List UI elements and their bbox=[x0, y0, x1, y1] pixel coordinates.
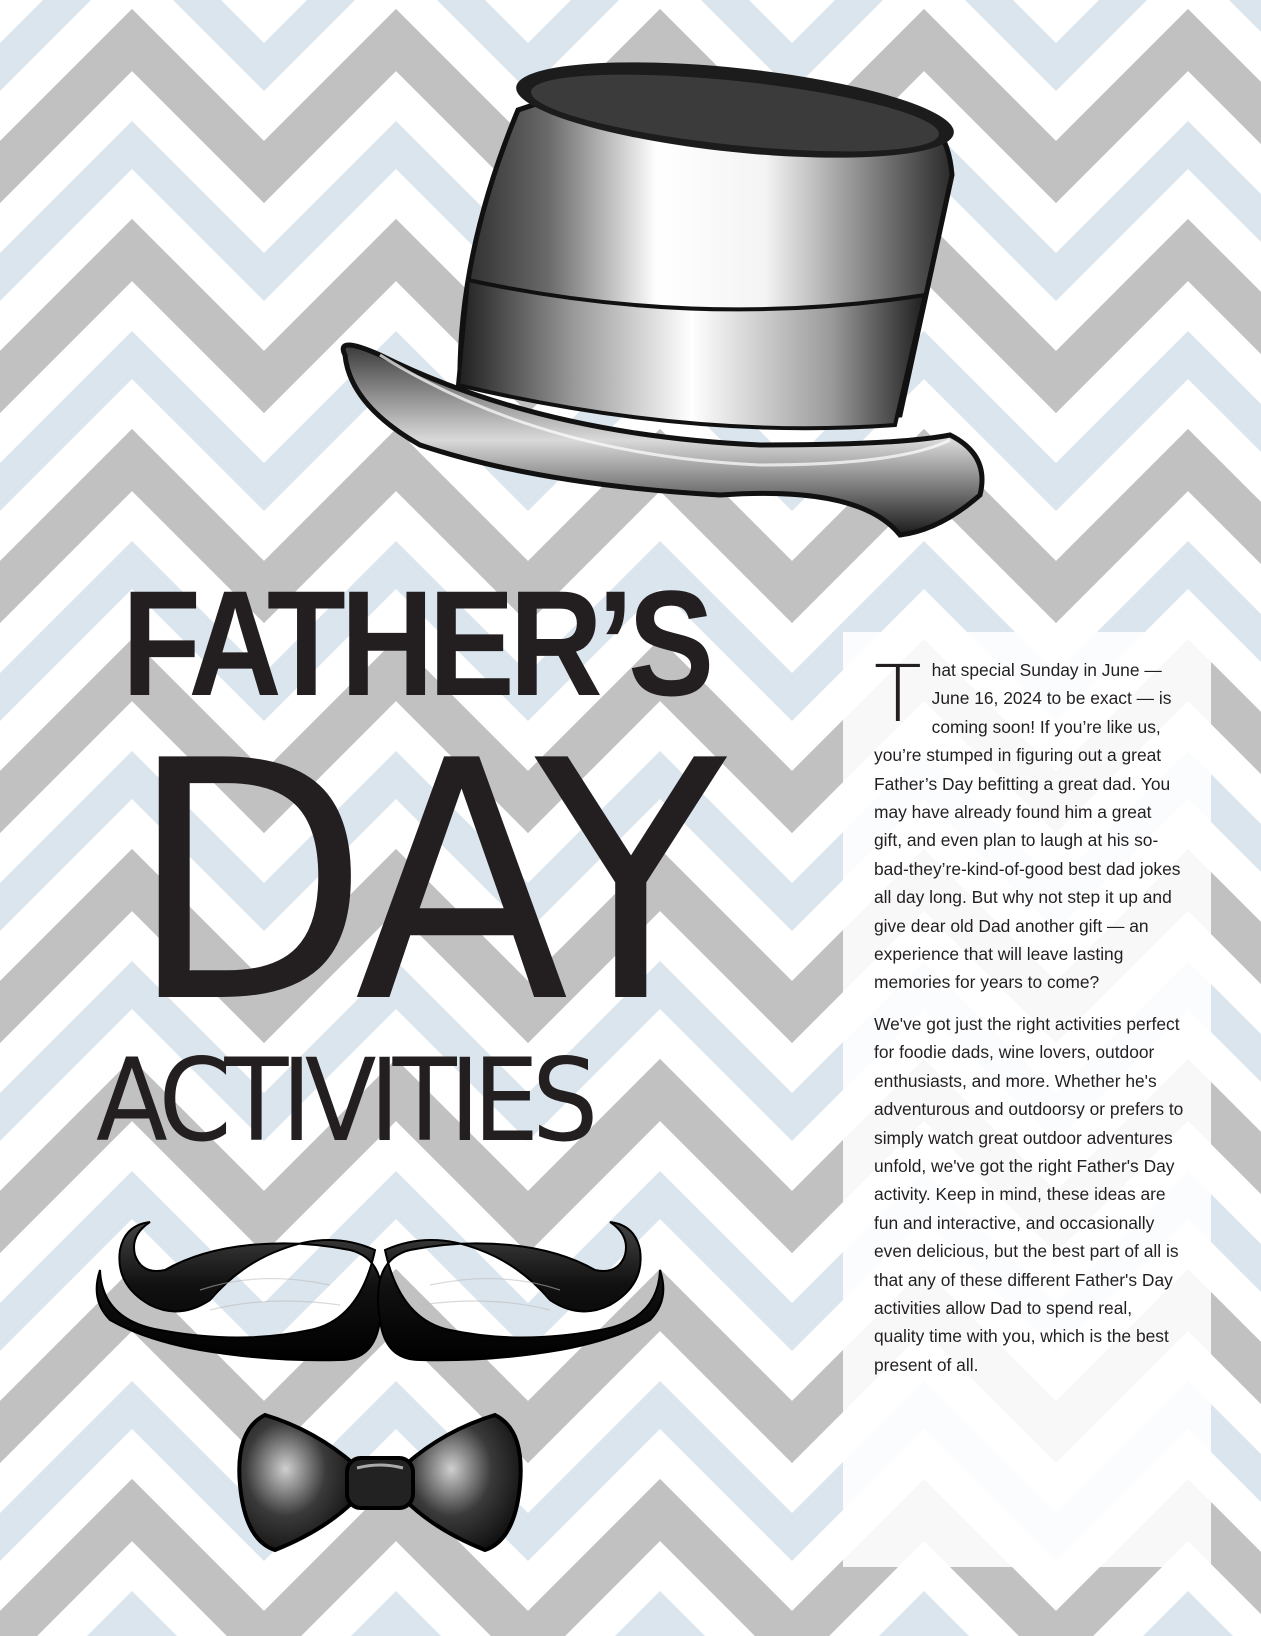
title-activities: ACTIVITIES bbox=[96, 1034, 592, 1167]
article-body bbox=[874, 650, 1184, 1392]
bow-tie-icon bbox=[235, 1410, 525, 1555]
paragraph-2: We've got just the right activities perfect for foodie dads, wine lovers, outdoor enthusiasts, and more. Whether he's adventurous and outdoorsy or prefers to simply watch great outdoor adventures unfold, we've got the right Father's Day activity. Keep in mind, these ideas are fun and interactive, and occasionally even delicious, but the best part of all is that any of these different Father's Day activities allow Dad to spend real, quality time with you, which is the best present of all. bbox=[874, 1013, 1184, 1375]
title-fathers: FATHER’S bbox=[122, 559, 710, 727]
top-hat-icon bbox=[340, 55, 1020, 575]
drop-cap: T bbox=[874, 650, 922, 740]
title-day: DAY bbox=[128, 691, 718, 1075]
paragraph-1-text: hat special Sunday in June — June 16, 2024 to be exact — is coming soon! If you’re like us, you’re stumped in figuring out a great Father’s Day befitting a great dad. You may have already found him a great gift, and even plan to laugh at his so-bad-they’re-kind-of-good best dad jokes all day long. But why not step it up and give dear old Dad another gift — an experience that will leave lasting memories for years to come? bbox=[874, 660, 1181, 993]
paragraph-1 bbox=[874, 650, 1184, 997]
mustache-icon bbox=[90, 1210, 670, 1380]
